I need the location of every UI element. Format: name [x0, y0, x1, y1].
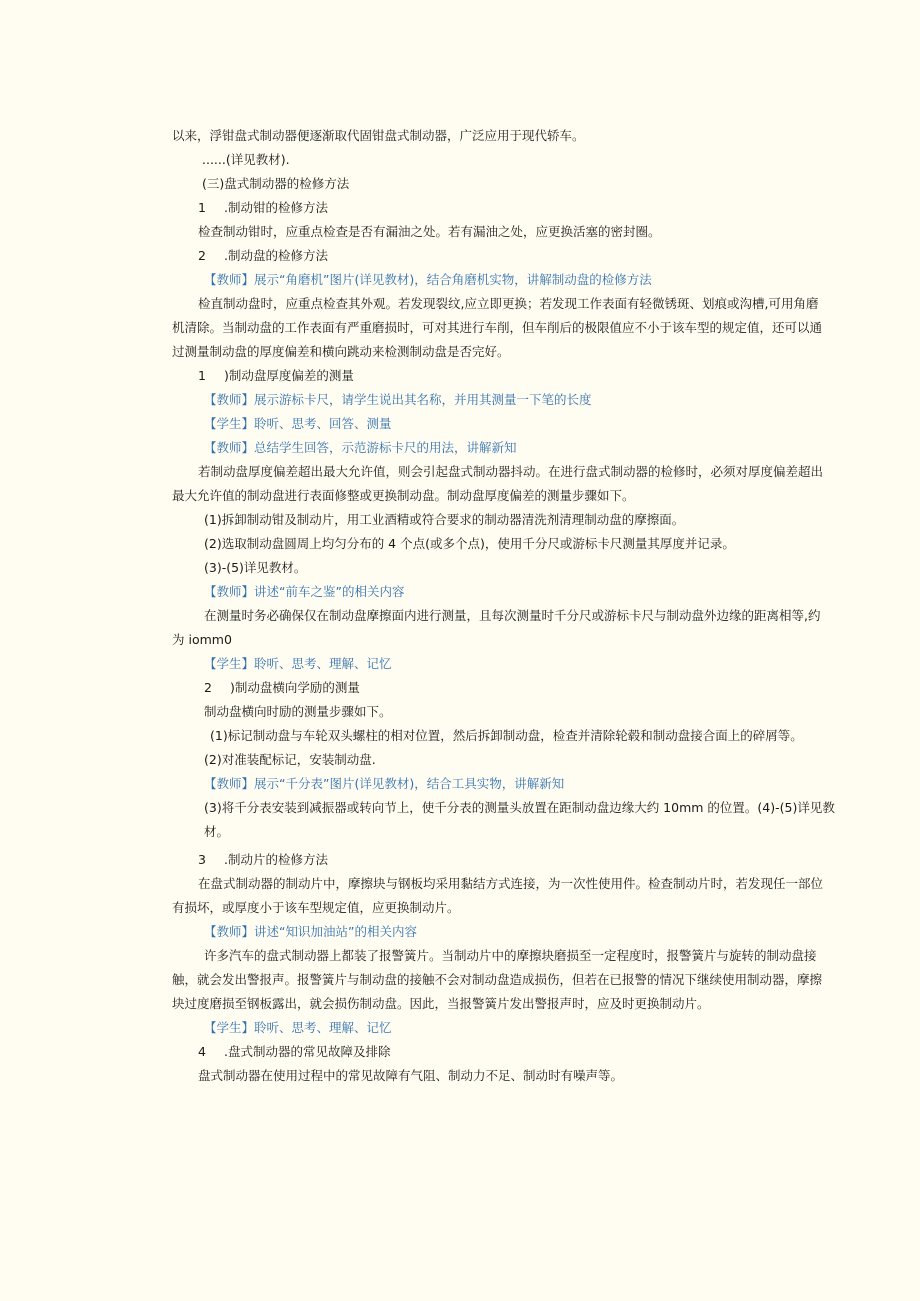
step-item: (3)将千分表安装到减振器或转向节上，使千分表的测量头放置在距制动盘边缘大约 10mm 的位置。(4)-(5)详见教	[204, 800, 835, 815]
subsection-heading	[198, 1044, 390, 1060]
student-note: 【学生】聆听、思考、理解、记忆	[204, 1020, 392, 1035]
step-item: (1)标记制动盘与车轮双头螺柱的相对位置，然后拆卸制动盘，检查并清除轮毂和制动盘接合面上的碎屑等。	[210, 728, 803, 743]
subsection-heading	[204, 680, 360, 696]
teacher-note: 【教师】展示“千分表”图片(详见教材)，结合工具实物，讲解新知	[204, 776, 565, 791]
paragraph-line: 在测量时务必确保仅在制动盘摩擦面内进行测量，且每次测量时千分尺或游标卡尺与制动盘外边缘的距离相等,约	[204, 608, 821, 623]
step-item: (3)-(5)详见教材。	[204, 560, 307, 575]
heading-text: .盘式制动器的常见故障及排除	[224, 1044, 391, 1059]
teacher-note: 【教师】展示游标卡尺，请学生说出其名称，并用其测量一下笔的长度	[204, 392, 592, 407]
heading-text: .制动钳的检修方法	[224, 200, 328, 215]
heading-text: )制动盘厚度偏差的测量	[224, 368, 354, 383]
heading-number: 4	[198, 1044, 206, 1059]
subsection-heading	[198, 852, 328, 868]
paragraph-line: 触，就会发出警报声。报警簧片与制动盘的接触不会对制动盘造成损伤，但若在已报警的情况下继续使用制动器，摩擦	[172, 972, 823, 987]
paragraph-line: 为 iomm0	[172, 632, 232, 647]
paragraph-line: 以来，浮钳盘式制动器便逐渐取代固钳盘式制动器，广泛应用于现代轿车。	[172, 128, 585, 143]
heading-number: 1	[198, 200, 206, 215]
heading-text: .制动片的检修方法	[224, 852, 328, 867]
paragraph-line: 有损坏，或厚度小于该车型规定值，应更换制动片。	[172, 900, 460, 915]
subsection-heading	[198, 248, 328, 264]
paragraph-line: 检查制动钳时，应重点检查是否有漏油之处。若有漏油之处，应更换活塞的密封圈。	[198, 224, 661, 239]
teacher-note: 【教师】讲述“知识加油站”的相关内容	[204, 924, 417, 939]
teacher-note: 【教师】展示“角磨机”图片(详见教材)，结合角磨机实物，讲解制动盘的检修方法	[204, 272, 652, 287]
subsection-heading	[198, 368, 354, 384]
teacher-note: 【教师】总结学生回答，示范游标卡尺的用法，讲解新知	[204, 440, 517, 455]
paragraph-line: 盘式制动器在使用过程中的常见故障有气阻、制动力不足、制动时有噪声等。	[198, 1068, 624, 1083]
paragraph-line: ......(详见教材).	[202, 152, 290, 167]
step-item: (2)对准装配标记，安装制动盘.	[204, 752, 376, 767]
paragraph-line: 机清除。当制动盘的工作表面有严重磨损时，可对其进行车削，但车削后的极限值应不小于该车型的规定值，还可以通	[172, 320, 823, 335]
section-heading: (三)盘式制动器的检修方法	[202, 176, 350, 191]
heading-number: 1	[198, 368, 206, 383]
paragraph-line: 过测量制动盘的厚度偏差和横向跳动来检测制动盘是否完好。	[172, 344, 510, 359]
paragraph-line: 许多汽车的盘式制动器上都装了报警簧片。当制动片中的摩擦块磨损至一定程度时，报警簧片与旋转的制动盘接	[204, 948, 817, 963]
step-item: (1)拆卸制动钳及制动片，用工业酒精或符合要求的制动器清洗剂清理制动盘的摩擦面。	[204, 512, 685, 527]
paragraph-line: 检直制动盘时，应重点检查其外观。若发现裂纹,应立即更换；若发现工作表面有轻微锈斑、划痕或沟槽,可用角磨	[198, 296, 819, 311]
teacher-note: 【教师】讲述“前车之鉴”的相关内容	[204, 584, 405, 599]
heading-text: )制动盘横向学励的测量	[230, 680, 360, 695]
paragraph-line: 若制动盘厚度偏差超出最大允许值，则会引起盘式制动器抖动。在进行盘式制动器的检修时，必须对厚度偏差超出	[198, 464, 824, 479]
heading-number: 2	[198, 248, 206, 263]
step-item: (2)选取制动盘圆周上均匀分布的 4 个点(或多个点)，使用千分尺或游标卡尺测量其厚度并记录。	[204, 536, 735, 551]
heading-number: 2	[204, 680, 212, 695]
student-note: 【学生】聆听、思考、回答、测量	[204, 416, 392, 431]
step-item: 材。	[204, 824, 230, 839]
paragraph-line: 制动盘横向时励的测量步骤如下。	[204, 704, 392, 719]
paragraph-line: 块过度磨损至钢板露出，就会损伤制动盘。因此，当报警簧片发出警报声时，应及时更换制动片。	[172, 996, 710, 1011]
heading-text: .制动盘的检修方法	[224, 248, 328, 263]
subsection-heading	[198, 200, 328, 216]
paragraph-line: 最大允许值的制动盘进行表面修整或更换制动盘。制动盘厚度偏差的测量步骤如下。	[172, 488, 635, 503]
student-note: 【学生】聆听、思考、理解、记忆	[204, 656, 392, 671]
heading-number: 3	[198, 852, 206, 867]
paragraph-line: 在盘式制动器的制动片中，摩擦块与钢板均采用黏结方式连接，为一次性使用件。检查制动片时，若发现任一部位	[198, 876, 824, 891]
